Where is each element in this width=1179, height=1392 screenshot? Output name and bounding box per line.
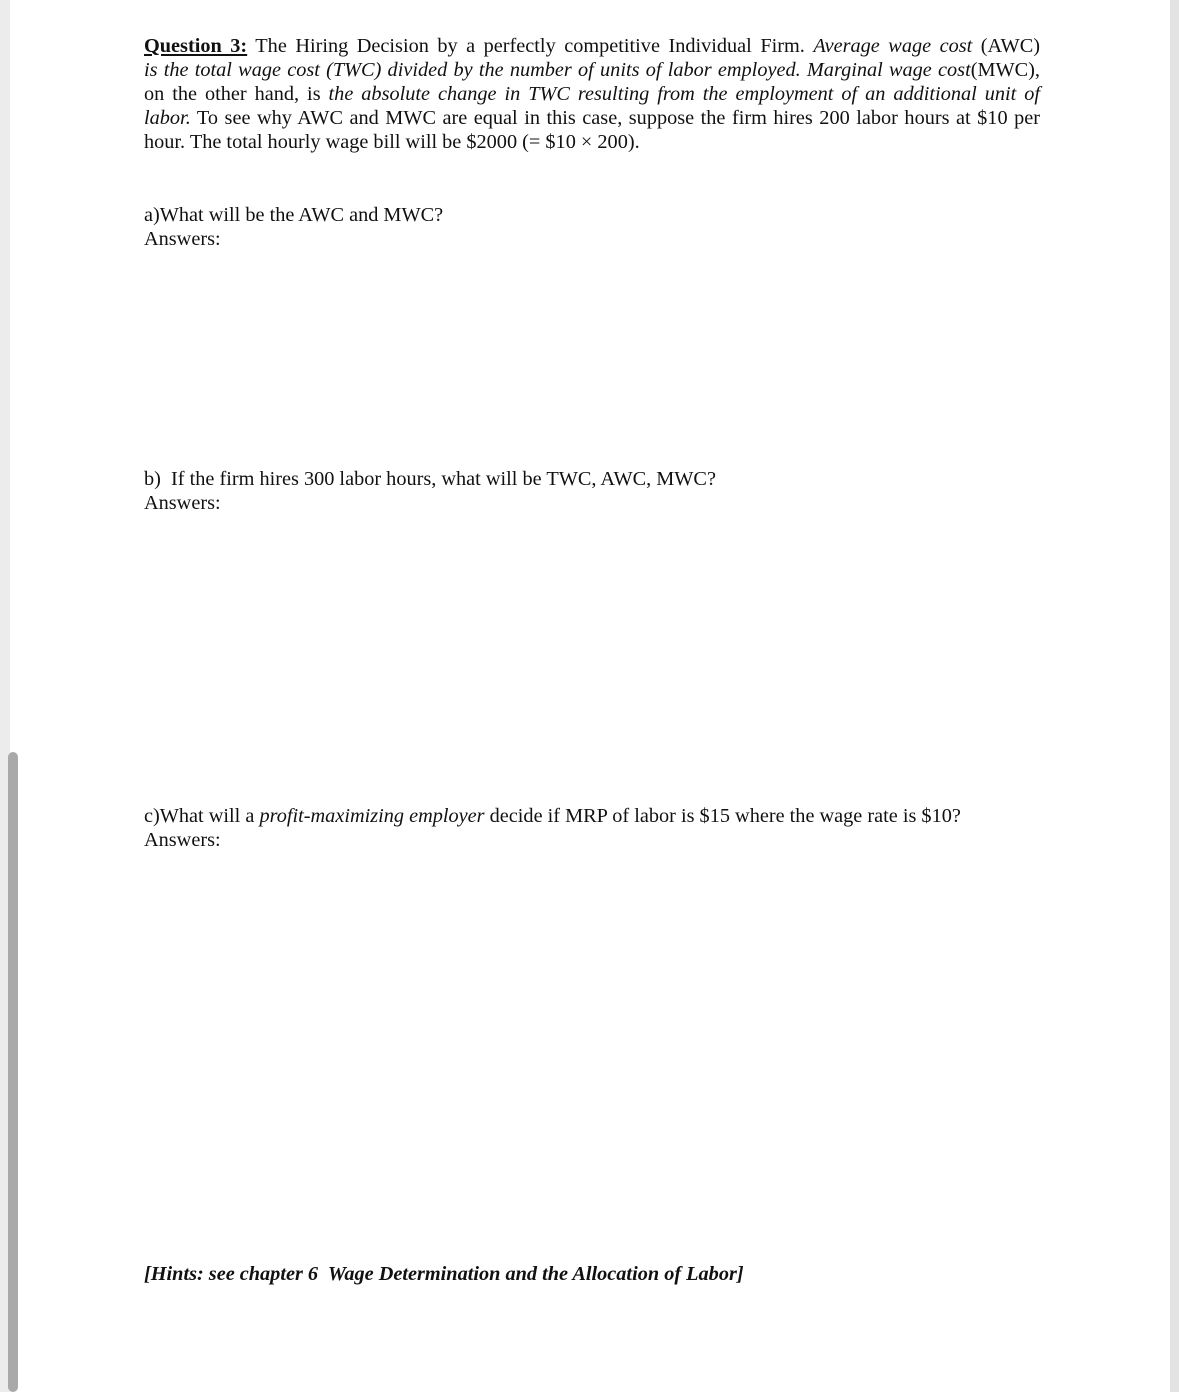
part-a	[144, 203, 1044, 251]
intro-text: The Hiring Decision by a perfectly competitive Individual Firm.	[247, 35, 814, 57]
question-intro	[144, 34, 1040, 154]
part-b-answer-label: Answers:	[144, 492, 221, 514]
intro-definition: the absolute change in TWC resulting from the employment of an additional unit of	[328, 83, 1040, 105]
part-c	[144, 804, 1044, 852]
intro-term-awc: Average wage cost	[813, 35, 973, 57]
intro-definition: is the total wage cost (TWC) divided by the number of units of labor employed. Marginal wage cost	[144, 59, 971, 81]
part-c-prefix: c)What will a	[144, 805, 260, 827]
intro-text: on the other hand, is	[144, 83, 329, 105]
intro-line-1	[144, 34, 1040, 58]
intro-text: (MWC),	[970, 59, 1040, 81]
right-margin	[1170, 0, 1179, 1392]
part-c-suffix: decide if MRP of labor is $15 where the wage rate is $10?	[484, 805, 961, 827]
part-b-question: b) If the firm hires 300 labor hours, what will be TWC, AWC, MWC?	[144, 468, 716, 490]
intro-text: (AWC)	[972, 35, 1040, 57]
hint-text: [Hints: see chapter 6 Wage Determination and the Allocation of Labor]	[144, 1263, 744, 1285]
intro-line-3	[144, 82, 1040, 106]
intro-text: hour. The total hourly wage bill will be $2000 (= $10 × 200).	[144, 131, 640, 153]
intro-line-2	[144, 58, 1040, 82]
part-b	[144, 467, 1044, 515]
question-label: Question 3:	[144, 35, 248, 57]
part-a-answer-label: Answers:	[144, 228, 221, 250]
part-a-question: a)What will be the AWC and MWC?	[144, 204, 444, 226]
intro-text: To see why AWC and MWC are equal in this case, suppose the firm hires 200 labor hours at $10 per	[190, 107, 1040, 129]
scrollbar-thumb[interactable]	[8, 752, 18, 1392]
intro-line-5	[144, 130, 1040, 154]
intro-line-4	[144, 106, 1040, 130]
document-page	[10, 0, 1170, 1392]
part-c-answer-label: Answers:	[144, 829, 221, 851]
part-c-question	[144, 804, 1044, 828]
intro-definition: labor.	[144, 107, 191, 129]
part-c-italic: profit-maximizing employer	[259, 805, 485, 827]
